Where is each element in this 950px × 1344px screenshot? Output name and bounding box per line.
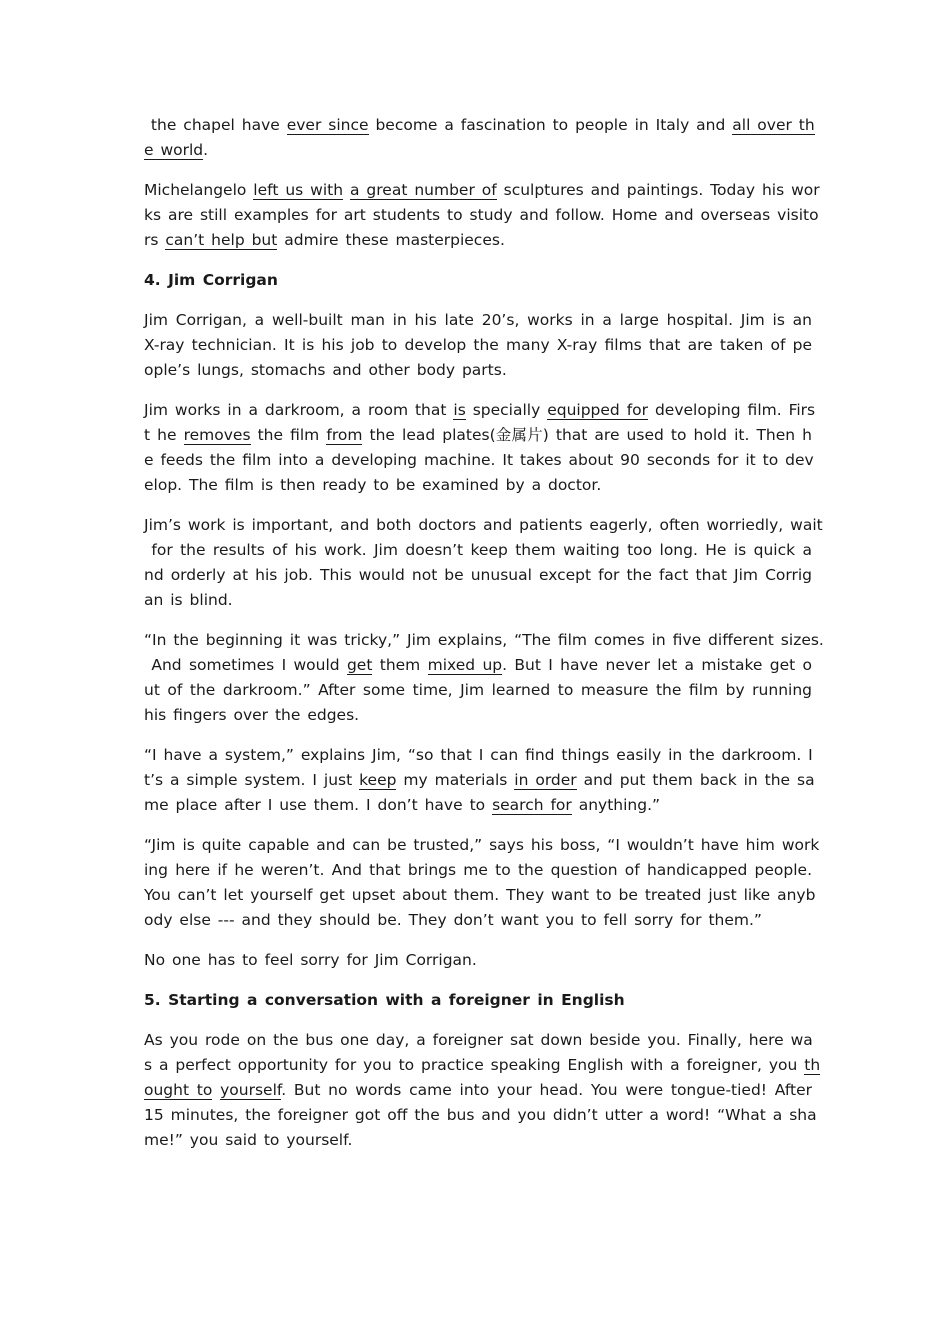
paragraph [144,1028,821,1153]
text-run: my materials [396,771,515,789]
underlined-phrase: e world [144,141,204,159]
text-line [144,203,819,228]
text-line [144,513,823,538]
underlined-phrase: from [326,426,363,444]
text-line [144,833,820,858]
text-run: become a fascination to people in Italy and [368,116,733,134]
text-line [144,538,812,563]
text-line [144,113,815,138]
text-line [144,883,816,908]
underlined-phrase: yourself [220,1081,282,1099]
text-line [144,1128,812,1153]
text-run: t he [144,426,184,444]
text-run: the film [250,426,327,444]
text-run: You can’t let yourself get upset about them. They want to be treated just like anyb [144,886,816,904]
text-run: me place after I use them. I don’t have to [144,796,493,814]
text-run: for the results of his work. Jim doesn’t keep them waiting too long. He is quick a [144,541,812,559]
text-line [144,138,812,163]
text-run: t’s a simple system. I just [144,771,360,789]
text-line [144,398,816,423]
text-run: 5. Starting a conversation with a foreigner in English [144,991,625,1009]
text-line [144,678,812,703]
text-run: ople’s lungs, stomachs and other body parts. [144,361,507,379]
underlined-phrase: removes [183,426,251,444]
text-line [144,588,812,613]
text-line [144,1053,821,1078]
text-run: 15 minutes, the foreigner got off the bus and you didn’t utter a word! “What a sha [144,1106,817,1124]
paragraph [144,628,824,728]
text-line [144,563,812,588]
document-body [144,113,824,1168]
text-run: ody else --- and they should be. They don’t want you to fell sorry for them.” [144,911,762,929]
text-run: developing film. Firs [648,401,816,419]
text-run: Jim works in a darkroom, a room that [144,401,454,419]
text-run: anything.” [571,796,661,814]
paragraph [144,113,815,163]
text-run: and put them back in the sa [576,771,815,789]
paragraph [144,178,820,253]
text-line [144,358,812,383]
text-run: ing here if he weren’t. And that brings me to the question of handicapped people. [144,861,812,879]
text-line [144,1103,817,1128]
text-line [144,858,812,883]
underlined-phrase: all over th [732,116,815,134]
text-line [144,653,812,678]
text-run: rs [144,231,166,249]
text-run: the lead plates(金属片) that are used to hold it. Then h [362,426,812,444]
text-run: his fingers over the edges. [144,706,360,724]
text-run [343,181,350,199]
text-line [144,793,812,818]
text-run: them [372,656,428,674]
text-run: “Jim is quite capable and can be trusted,” says his boss, “I wouldn’t have him work [144,836,820,854]
underlined-phrase: get [346,656,373,674]
text-run: the chapel have [144,116,287,134]
text-run: “I have a system,” explains Jim, “so that I can find things easily in the darkroom. I [144,746,813,764]
text-run: . But I have never let a mistake get o [502,656,813,674]
text-run: admire these masterpieces. [277,231,505,249]
underlined-phrase: th [804,1056,821,1074]
text-line [144,908,812,933]
underlined-phrase: equipped for [547,401,649,419]
text-run: ut of the darkroom.” After some time, Jim learned to measure the film by running [144,681,812,699]
text-run: Jim’s work is important, and both doctors and patients eagerly, often worriedly, wait [144,516,823,534]
text-run: e feeds the film into a developing machine. It takes about 90 seconds for it to dev [144,451,814,469]
text-run: As you rode on the bus one day, a foreigner sat down beside you. Finally, here wa [144,1031,813,1049]
text-line [144,268,812,293]
text-line [144,703,812,728]
underlined-phrase: keep [359,771,397,789]
text-run: sculptures and paintings. Today his wor [496,181,820,199]
underlined-phrase: mixed up [427,656,503,674]
underlined-phrase: can’t help but [165,231,278,249]
paragraph [144,833,820,933]
underlined-phrase: ever since [286,116,369,134]
text-line [144,473,812,498]
text-run: . [203,141,209,159]
text-run: Jim Corrigan, a well-built man in his late 20’s, works in a large hospital. Jim is an [144,311,812,329]
text-run: No one has to feel sorry for Jim Corrigan. [144,951,477,969]
text-line [144,333,812,358]
underlined-phrase: left us with [253,181,344,199]
text-run: “In the beginning it was tricky,” Jim explains, “The film comes in five different sizes. [144,631,824,649]
text-run [212,1081,220,1099]
section-heading [144,268,812,293]
paragraph [144,513,823,613]
text-run: nd orderly at his job. This would not be unusual except for the fact that Jim Corrig [144,566,812,584]
text-run: ks are still examples for art students to study and follow. Home and overseas visito [144,206,819,224]
text-line [144,448,812,473]
underlined-phrase: in order [514,771,577,789]
text-run: And sometimes I would [144,656,347,674]
text-line [144,628,824,653]
underlined-phrase: ought to [144,1081,213,1099]
text-run: elop. The film is then ready to be examined by a doctor. [144,476,602,494]
text-line [144,308,812,333]
underlined-phrase: search for [492,796,572,814]
paragraph [144,948,812,973]
text-line [144,768,815,793]
underlined-phrase: is [453,401,466,419]
text-run: Michelangelo [144,181,254,199]
paragraph [144,308,812,383]
section-heading [144,988,812,1013]
text-run: me!” you said to yourself. [144,1131,353,1149]
text-line [144,948,812,973]
text-line [144,1028,812,1053]
paragraph [144,743,815,818]
text-line [144,423,812,448]
underlined-phrase: a great number of [349,181,497,199]
text-line [144,178,820,203]
text-line [144,988,812,1013]
text-line [144,228,812,253]
text-line [144,1078,812,1103]
text-run: specially [465,401,548,419]
text-run: . But no words came into your head. You were tongue-tied! After [281,1081,812,1099]
text-run: 4. Jim Corrigan [144,271,278,289]
text-run: s a perfect opportunity for you to practice speaking English with a foreigner, you [144,1056,805,1074]
paragraph [144,398,816,498]
text-run: an is blind. [144,591,233,609]
text-run: X-ray technician. It is his job to develop the many X-ray films that are taken of pe [144,336,812,354]
text-line [144,743,812,768]
